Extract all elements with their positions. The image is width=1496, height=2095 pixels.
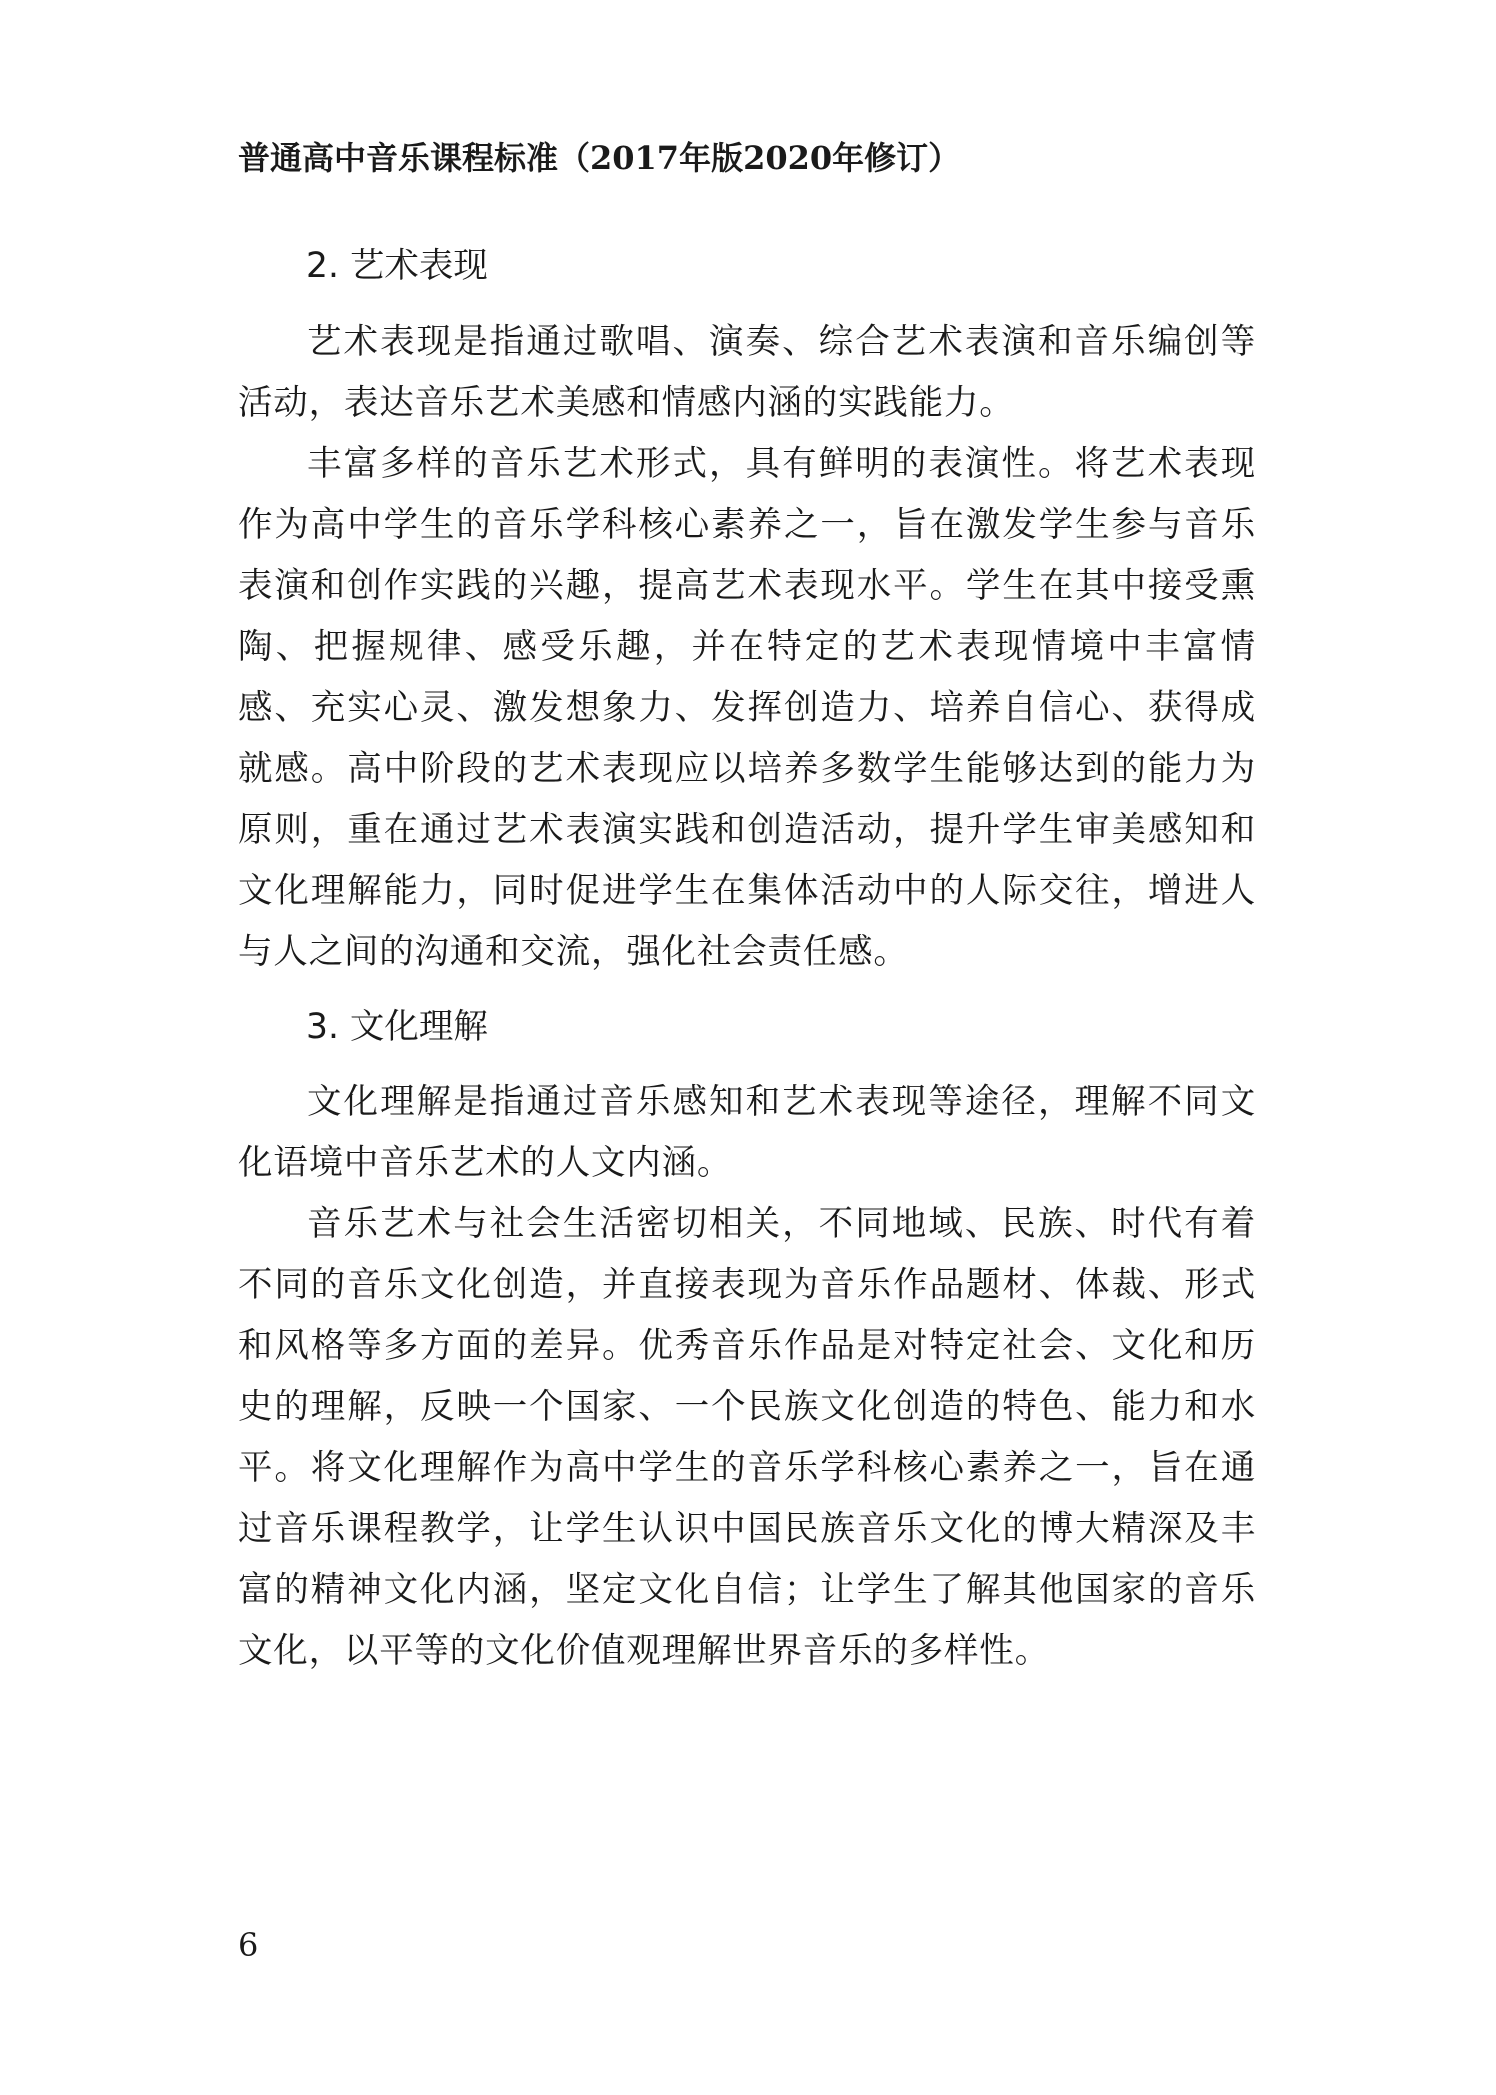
paragraph-art-expression-definition: 艺术表现是指通过歌唱、演奏、综合艺术表演和音乐编创等活动，表达音乐艺术美感和情感内涵的实践能力。 xyxy=(238,322,1256,423)
section-heading-cultural-understanding: 3. 文化理解 xyxy=(306,1007,488,1047)
paragraph-cultural-understanding-definition: 文化理解是指通过音乐感知和艺术表现等途径，理解不同文化语境中音乐艺术的人文内涵。 xyxy=(238,1082,1256,1183)
paragraph-cultural-understanding-body: 音乐艺术与社会生活密切相关，不同地域、民族、时代有着不同的音乐文化创造，并直接表现为音乐作品题材、体裁、形式和风格等多方面的差异。优秀音乐作品是对特定社会、文化和历史的理解，反映一个国家、一个民族文化创造的特色、能力和水平。将文化理解作为高中学生的音乐学科核心素养之一，旨在通过音乐课程教学，让学生认识中国民族音乐文化的博大精深及丰富的精神文化内涵，坚定文化自信；让学生了解其他国家的音乐文化，以平等的文化价值观理解世界音乐的多样性。 xyxy=(238,1204,1256,1671)
page-number: 6 xyxy=(238,1926,259,1964)
running-header-title: 普通高中音乐课程标准（2017年版2020年修订） xyxy=(238,139,961,177)
paragraph-art-expression-body: 丰富多样的音乐艺术形式，具有鲜明的表演性。将艺术表现作为高中学生的音乐学科核心素养之一，旨在激发学生参与音乐表演和创作实践的兴趣，提高艺术表现水平。学生在其中接受熏陶、把握规律、感受乐趣，并在特定的艺术表现情境中丰富情感、充实心灵、激发想象力、发挥创造力、培养自信心、获得成就感。高中阶段的艺术表现应以培养多数学生能够达到的能力为原则，重在通过艺术表演实践和创造活动，提升学生审美感知和文化理解能力，同时促进学生在集体活动中的人际交往，增进人与人之间的沟通和交流，强化社会责任感。 xyxy=(238,444,1256,972)
section-heading-art-expression: 2. 艺术表现 xyxy=(306,246,488,286)
